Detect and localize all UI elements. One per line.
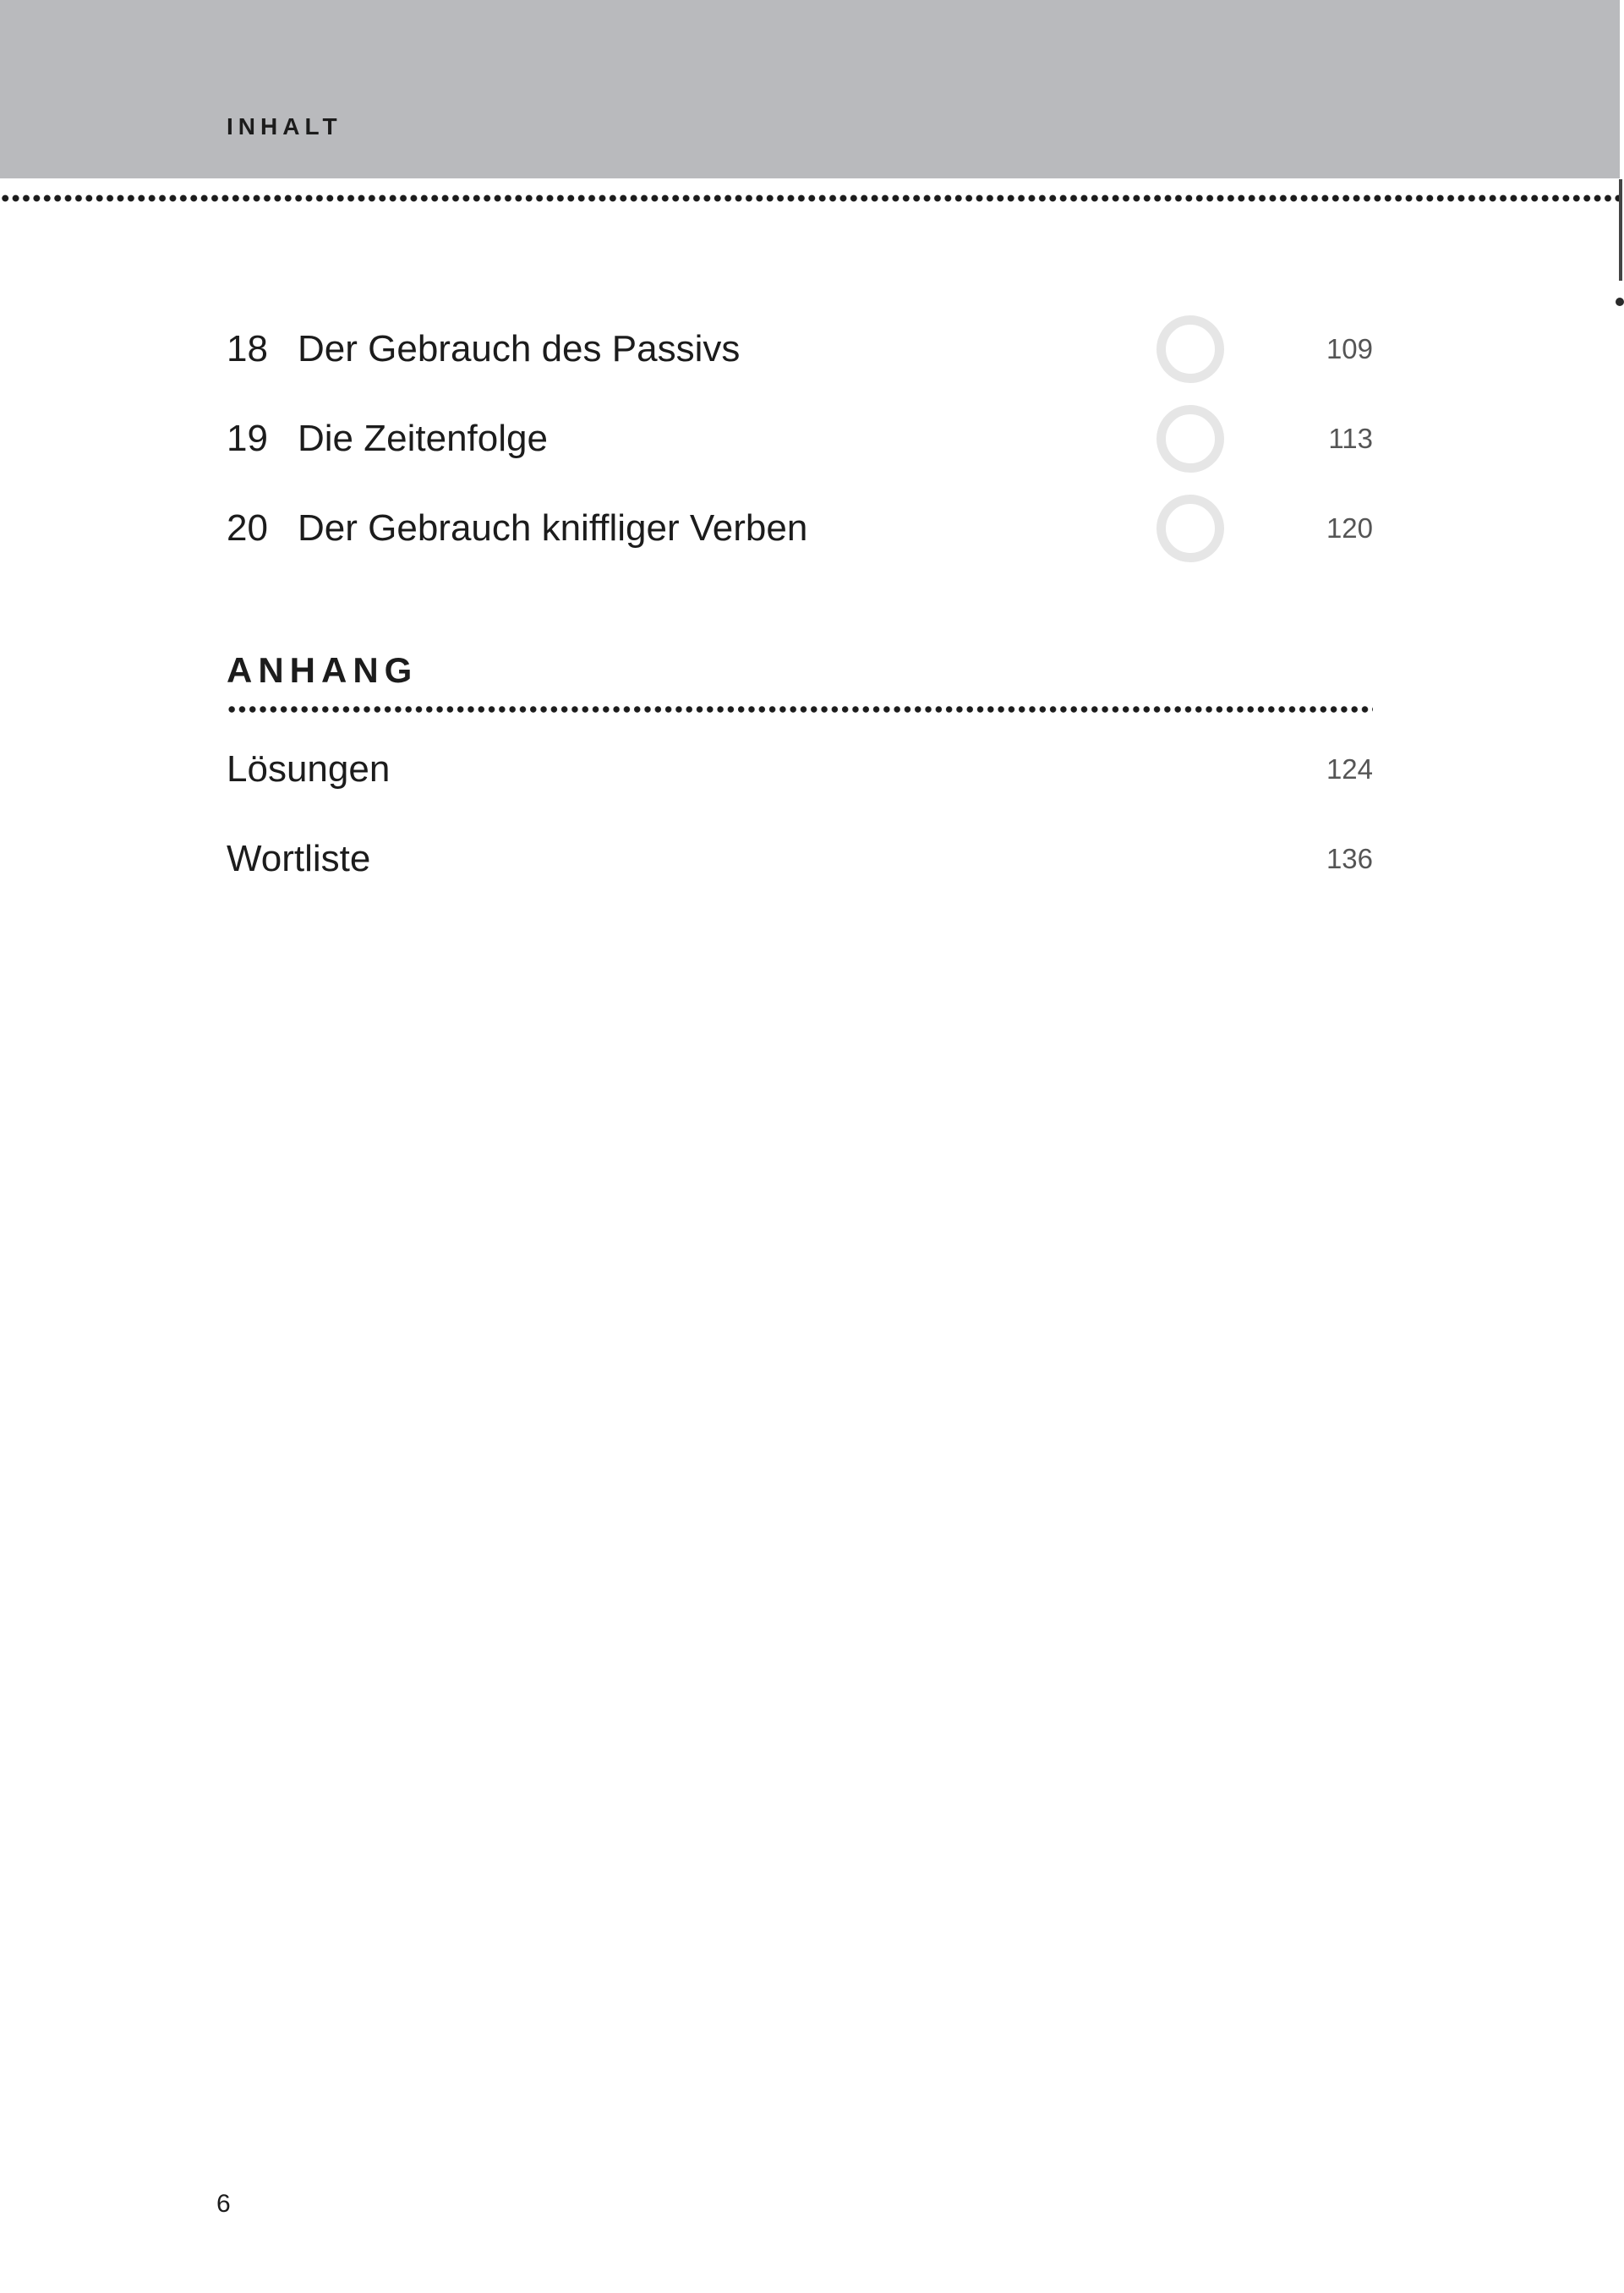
appendix-page: 136 xyxy=(1326,843,1373,874)
progress-circle-icon xyxy=(1156,315,1224,383)
running-header: INHALT xyxy=(227,113,342,140)
header-band xyxy=(0,0,1620,178)
dotted-divider-top xyxy=(0,194,1620,203)
toc-entry-19[interactable] xyxy=(227,405,1373,473)
chapter-number: 20 xyxy=(227,507,268,549)
chapter-title: Die Zeitenfolge xyxy=(298,418,548,459)
chapter-page: 109 xyxy=(1326,333,1373,364)
toc-entry-loesungen[interactable] xyxy=(227,736,1373,803)
toc-entry-20[interactable] xyxy=(227,495,1373,562)
page-edge-line xyxy=(1619,179,1622,281)
chapter-page: 120 xyxy=(1326,512,1373,544)
toc-entry-wortliste[interactable] xyxy=(227,825,1373,893)
chapter-number: 19 xyxy=(227,418,268,459)
chapter-title: Der Gebrauch kniffliger Verben xyxy=(298,507,808,549)
page-edge-mark xyxy=(1616,298,1624,306)
page-number: 6 xyxy=(216,2190,231,2218)
appendix-heading: ANHANG xyxy=(227,650,418,690)
toc-entry-18[interactable] xyxy=(227,315,1373,383)
chapter-page: 113 xyxy=(1328,423,1373,454)
chapter-title: Der Gebrauch des Passivs xyxy=(298,328,741,369)
appendix-title: Wortliste xyxy=(227,838,371,879)
chapter-number: 18 xyxy=(227,328,268,369)
appendix-title: Lösungen xyxy=(227,748,391,790)
appendix-page: 124 xyxy=(1326,753,1373,785)
progress-circle-icon xyxy=(1156,405,1224,473)
progress-circle-icon xyxy=(1156,495,1224,562)
dotted-divider-appendix xyxy=(227,705,1373,714)
